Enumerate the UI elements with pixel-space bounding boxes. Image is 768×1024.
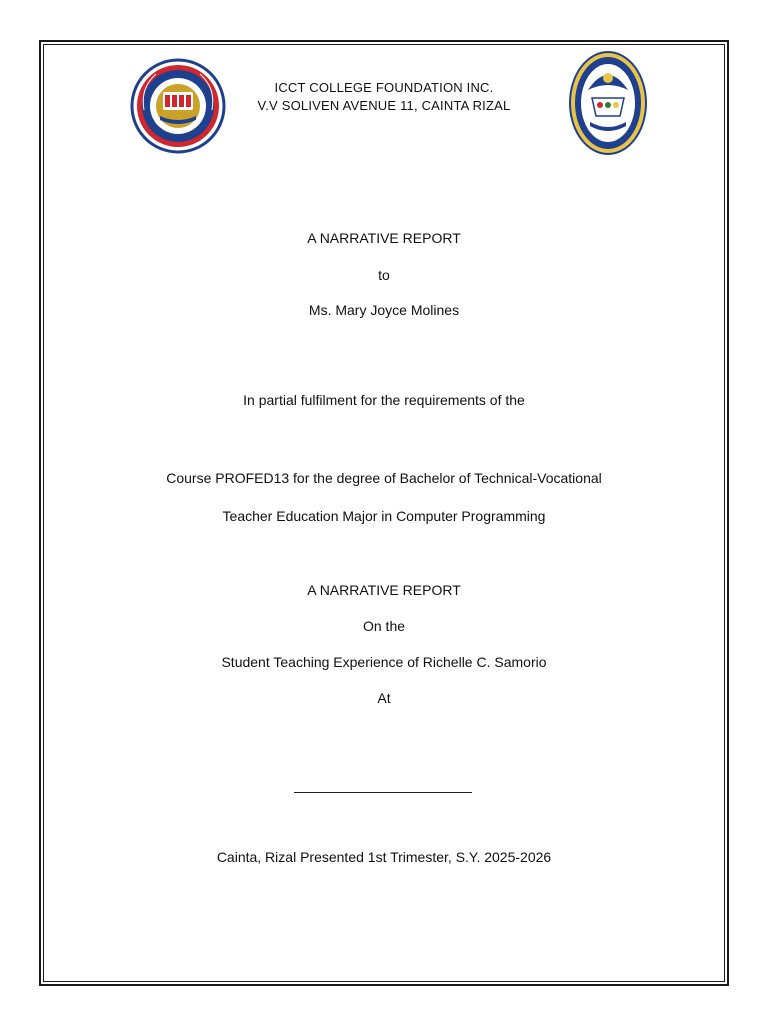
institution-address: V.V SOLIVEN AVENUE 11, CAINTA RIZAL [257, 98, 511, 113]
institution-name: ICCT COLLEGE FOUNDATION INC. [274, 80, 494, 95]
recipient-name: Ms. Mary Joyce Molines [308, 302, 460, 318]
to-label: to [378, 267, 390, 283]
partial-fulfilment-text: In partial fulfilment for the requirements of the [243, 392, 525, 408]
experience-text: Student Teaching Experience of Richelle C. Samorio [221, 654, 547, 670]
on-the-label: On the [362, 618, 406, 634]
college-of-teacher-education-seal [568, 50, 648, 156]
report-title: A NARRATIVE REPORT [307, 230, 461, 246]
presented-text: Cainta, Rizal Presented 1st Trimester, S.Y. 2025-2026 [216, 849, 552, 865]
blank-underline [294, 792, 472, 793]
report-title-2: A NARRATIVE REPORT [307, 582, 461, 598]
at-label: At [377, 690, 391, 706]
course-line-2: Teacher Education Major in Computer Programming [222, 508, 546, 524]
course-line-1: Course PROFED13 for the degree of Bachelor of Technical-Vocational [166, 470, 602, 486]
